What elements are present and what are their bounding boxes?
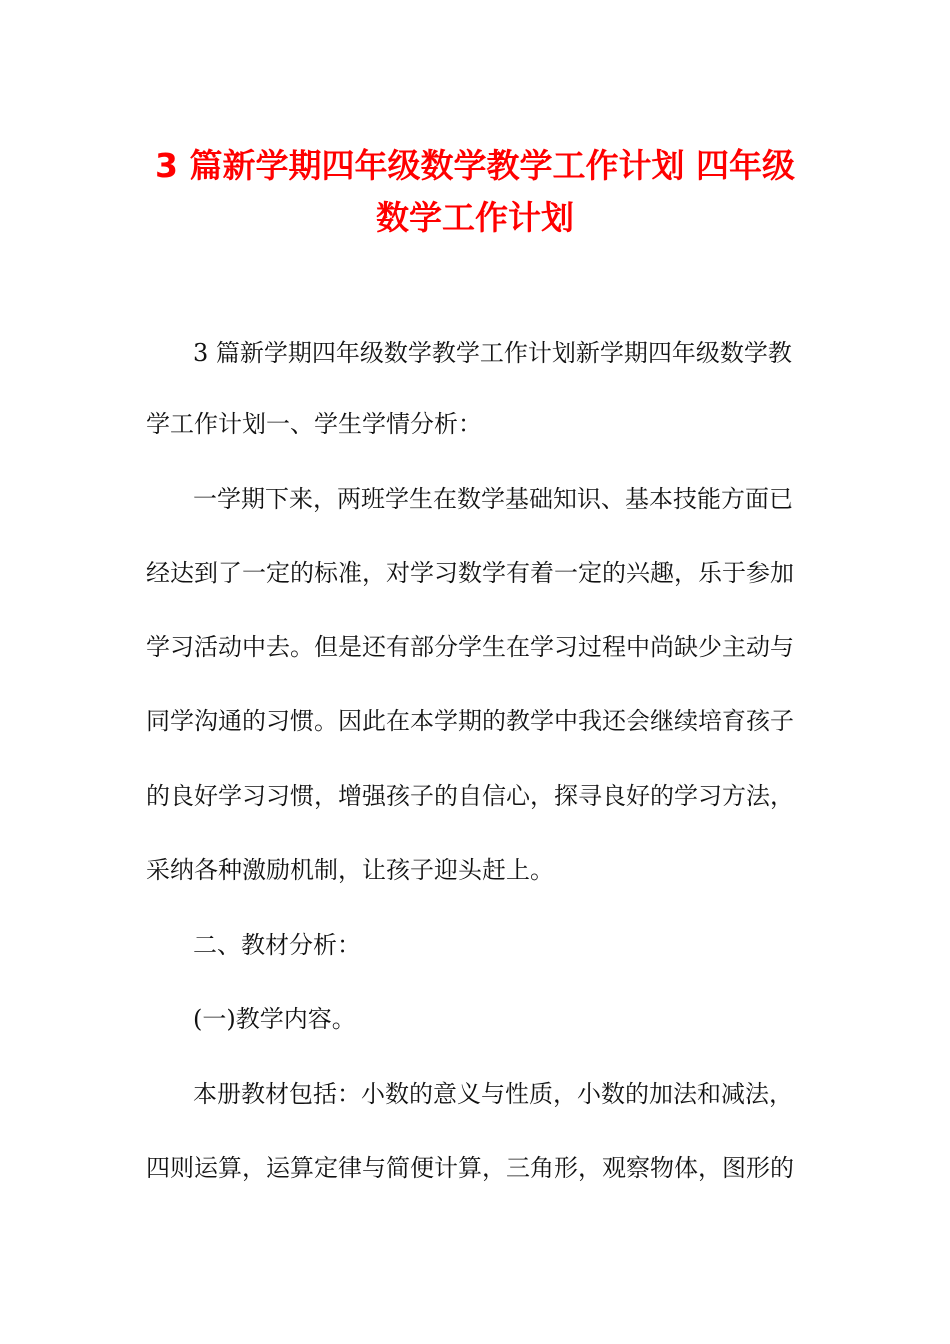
section-heading-textbook-analysis: 二、教材分析： [193,931,361,959]
paragraph-3-line-1: 本册教材包括：小数的意义与性质，小数的加法和减法， [193,1080,793,1108]
paragraph-3-line-2: 四则运算，运算定律与简便计算，三角形，观察物体，图形的 [146,1154,794,1182]
paragraph-2-line-4: 同学沟通的习惯。因此在本学期的教学中我还会继续培育孩子 [146,707,794,735]
paragraph-2-line-2: 经达到了一定的标准，对学习数学有着一定的兴趣，乐于参加 [146,559,794,587]
paragraph-1-line-2: 学工作计划一、学生学情分析： [146,410,482,438]
paragraph-2-line-6: 采纳各种激励机制，让孩子迎头赶上。 [146,856,554,884]
document-title [100,140,850,244]
title-line-2: 数学工作计划 [376,198,574,237]
paragraph-1-line-1: 3 篇新学期四年级数学教学工作计划新学期四年级数学教 [193,339,792,367]
paragraph-2-line-3: 学习活动中去。但是还有部分学生在学习过程中尚缺少主动与 [146,633,794,661]
paragraph-2-line-1: 一学期下来，两班学生在数学基础知识、基本技能方面已 [193,485,793,513]
paragraph-2-line-5: 的良好学习习惯，增强孩子的自信心，探寻良好的学习方法， [146,782,794,810]
title-line-1: 3 篇新学期四年级数学教学工作计划 四年级 [155,146,795,185]
subsection-heading-teaching-content: (一)教学内容。 [193,1005,356,1033]
